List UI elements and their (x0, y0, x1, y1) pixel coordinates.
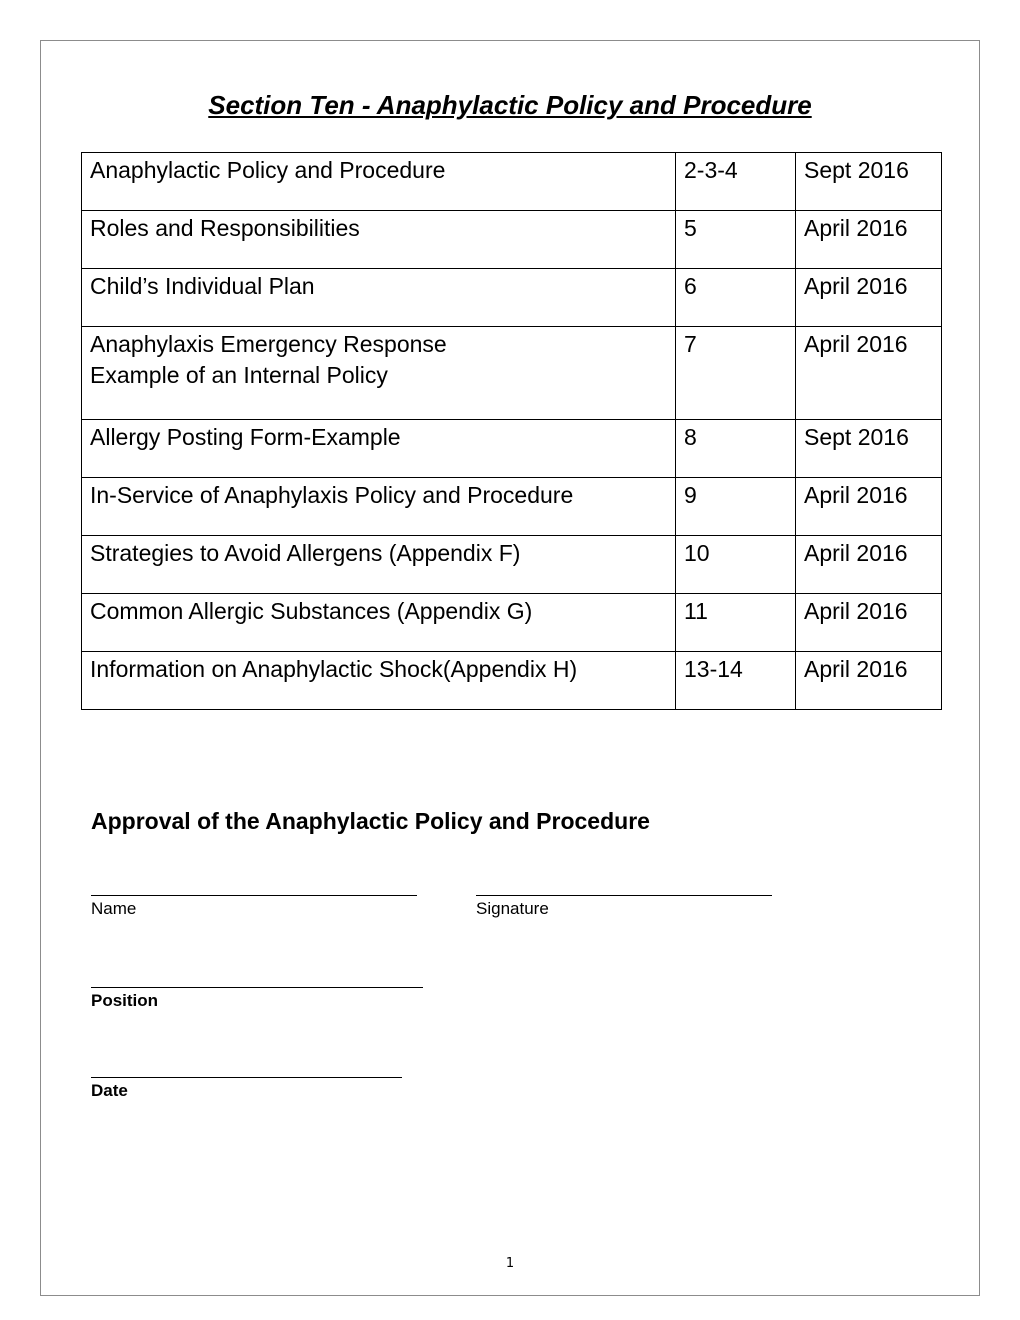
toc-pages: 10 (676, 536, 796, 594)
date-label: Date (91, 1081, 128, 1100)
name-label: Name (91, 899, 137, 918)
toc-item: Common Allergic Substances (Appendix G) (82, 594, 676, 652)
table-row (82, 269, 942, 327)
toc-date: April 2016 (796, 594, 942, 652)
signature-field (476, 895, 772, 919)
toc-item: Child’s Individual Plan (82, 269, 676, 327)
page-number: 1 (505, 1256, 515, 1271)
table-row (82, 652, 942, 710)
toc-item: Anaphylactic Policy and Procedure (82, 153, 676, 211)
toc-item: Allergy Posting Form-Example (82, 420, 676, 478)
signature-line (476, 895, 772, 896)
position-label: Position (91, 991, 159, 1010)
toc-date: Sept 2016 (796, 420, 942, 478)
approval-heading: Approval of the Anaphylactic Policy and Procedure (91, 808, 650, 834)
toc-item: In-Service of Anaphylaxis Policy and Procedure (82, 478, 676, 536)
page-title: Section Ten - Anaphylactic Policy and Procedure (208, 90, 812, 120)
toc-date: April 2016 (796, 327, 942, 420)
toc-pages: 13-14 (676, 652, 796, 710)
table-row (82, 536, 942, 594)
name-line (91, 895, 417, 896)
table-row (82, 478, 942, 536)
toc-item: Roles and Responsibilities (82, 211, 676, 269)
toc-item: Information on Anaphylactic Shock(Appendix H) (82, 652, 676, 710)
toc-item-line1: Anaphylaxis Emergency Response (90, 331, 447, 357)
toc-date: April 2016 (796, 652, 942, 710)
toc-pages: 5 (676, 211, 796, 269)
date-field (91, 1077, 402, 1101)
position-field (91, 987, 423, 1011)
toc-date: April 2016 (796, 478, 942, 536)
table-row (82, 211, 942, 269)
table-row (82, 594, 942, 652)
toc-item (82, 327, 676, 420)
name-field (91, 895, 417, 919)
date-line (91, 1077, 402, 1078)
toc-date: April 2016 (796, 211, 942, 269)
toc-pages: 7 (676, 327, 796, 420)
position-line (91, 987, 423, 988)
toc-date: Sept 2016 (796, 153, 942, 211)
signature-label: Signature (476, 899, 549, 918)
toc-pages: 6 (676, 269, 796, 327)
toc-pages: 8 (676, 420, 796, 478)
table-row (82, 420, 942, 478)
toc-pages: 11 (676, 594, 796, 652)
toc-item-line2: Example of an Internal Policy (90, 362, 388, 388)
contents-table (81, 152, 942, 710)
toc-date: April 2016 (796, 269, 942, 327)
table-row (82, 153, 942, 211)
table-row (82, 327, 942, 420)
toc-date: April 2016 (796, 536, 942, 594)
toc-item: Strategies to Avoid Allergens (Appendix F) (82, 536, 676, 594)
toc-pages: 2-3-4 (676, 153, 796, 211)
toc-pages: 9 (676, 478, 796, 536)
